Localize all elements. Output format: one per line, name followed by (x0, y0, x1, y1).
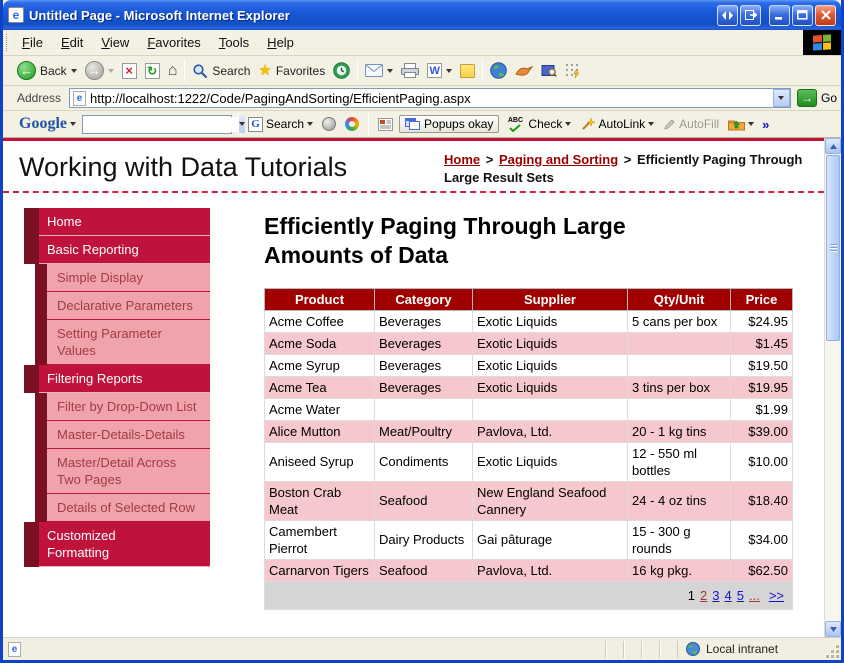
go-arrow-icon: → (797, 89, 817, 107)
table-cell: $18.40 (731, 481, 793, 520)
table-cell: Alice Mutton (265, 420, 375, 442)
table-cell: Exotic Liquids (473, 332, 628, 354)
status-pane (605, 641, 623, 658)
sidebar-accent-block (24, 522, 39, 567)
chevron-down-icon (748, 122, 754, 126)
window-title: Untitled Page - Microsoft Internet Explorer (29, 7, 290, 23)
favorites-button[interactable] (254, 61, 329, 80)
table-cell: Exotic Liquids (473, 354, 628, 376)
chevron-down-icon (565, 122, 571, 126)
toolbar-separator (238, 113, 239, 135)
table-cell: Gai pâturage (473, 520, 628, 559)
status-message-pane (3, 638, 605, 660)
status-pane (659, 641, 677, 658)
news-icon (378, 118, 393, 131)
sidebar-accent-block (24, 236, 39, 264)
table-row (265, 310, 793, 332)
table-cell: New England Seafood Cannery (473, 481, 628, 520)
status-page-icon: e (8, 642, 21, 657)
autofill-icon (663, 118, 676, 131)
note-icon (460, 64, 475, 78)
sidebar-item-label: Customized Formatting (39, 522, 210, 567)
title-bar (3, 0, 841, 30)
back-dropdown-icon (71, 69, 77, 73)
table-cell: $10.00 (731, 442, 793, 481)
table-cell: 3 tins per box (628, 376, 731, 398)
refresh-button[interactable] (141, 61, 164, 81)
pager-page-1: 1 (687, 587, 696, 603)
sidebar-item-label: Setting Parameter Values (47, 320, 210, 365)
breadcrumb-current: Efficiently Paging Through Large Result Sets (444, 152, 803, 185)
pager (265, 581, 793, 609)
maximize-button[interactable] (792, 5, 813, 26)
table-cell: $34.00 (731, 520, 793, 559)
column-header-qty: Qty/Unit (628, 288, 731, 310)
news-button[interactable] (375, 117, 396, 132)
table-cell: 24 - 4 oz tins (628, 481, 731, 520)
table-cell: $62.50 (731, 559, 793, 581)
status-bar (3, 637, 841, 660)
abc-check-icon (505, 117, 525, 132)
table-cell: $1.45 (731, 332, 793, 354)
options-folder-button[interactable] (725, 117, 757, 132)
page-title: Efficiently Paging Through Large Amounts of Data (264, 213, 626, 268)
scroll-down-button[interactable] (825, 621, 841, 637)
address-dropdown-button[interactable] (773, 89, 790, 107)
table-row (265, 559, 793, 581)
google-search-dropdown[interactable] (238, 116, 245, 133)
search-label: Search (212, 63, 251, 78)
sidebar-item-filtering-reports[interactable] (24, 365, 210, 393)
table-cell: 15 - 300 g rounds (628, 520, 731, 559)
table-cell: Exotic Liquids (473, 442, 628, 481)
search-button[interactable] (188, 61, 254, 81)
standard-toolbar (3, 56, 841, 86)
table-cell: Exotic Liquids (473, 310, 628, 332)
products-grid (264, 288, 793, 610)
page-body (3, 193, 824, 610)
toolbar-separator (368, 113, 369, 135)
table-cell: Exotic Liquids (473, 376, 628, 398)
google-search-wrap (82, 115, 232, 134)
home-icon: ⌂ (167, 61, 178, 79)
sidebar-item-label: Filter by Drop-Down List (47, 393, 210, 421)
page-icon: e (73, 91, 86, 106)
address-input[interactable] (90, 90, 773, 106)
menu-edit[interactable]: Edit (60, 35, 84, 50)
google-swirl-button[interactable] (342, 116, 362, 132)
main-article (264, 208, 794, 610)
table-cell: Acme Coffee (265, 310, 375, 332)
print-icon (401, 63, 419, 78)
sidebar-indent (24, 393, 35, 421)
pagerank-button[interactable] (319, 116, 339, 132)
table-cell (628, 332, 731, 354)
menu-help[interactable]: Help (267, 35, 294, 50)
table-cell: 5 cans per box (628, 310, 731, 332)
address-input-wrap (69, 88, 791, 108)
table-cell (473, 398, 628, 420)
word-dropdown-icon (446, 69, 452, 73)
google-search-label: Search (266, 117, 305, 131)
sidebar-accent-bar (35, 393, 47, 421)
sidebar-item-setting-parameter-values[interactable] (24, 320, 210, 365)
table-row (265, 442, 793, 481)
pager-page-5[interactable]: 5 (736, 587, 744, 603)
scroll-up-button[interactable] (825, 138, 841, 154)
g-icon: G (248, 117, 263, 132)
pager-next-link[interactable]: >> (768, 587, 784, 603)
table-cell: $1.99 (731, 398, 793, 420)
sidebar-accent-block (24, 208, 39, 236)
table-cell (628, 354, 731, 376)
browser-viewport (3, 138, 841, 637)
table-cell: Seafood (375, 559, 473, 581)
scrollbar-thumb[interactable] (826, 155, 840, 341)
sidebar-accent-bar (35, 264, 47, 292)
sidebar-accent-bar (35, 292, 47, 320)
refresh-icon: ↻ (145, 63, 160, 79)
sidebar-item-label: Declarative Parameters (47, 292, 210, 320)
resize-grip[interactable] (827, 638, 841, 660)
sidebar-indent (24, 421, 35, 449)
favorites-label: Favorites (275, 63, 326, 78)
sidebar-item-label: Home (39, 208, 210, 236)
stop-button[interactable] (118, 61, 141, 81)
close-button[interactable] (815, 5, 836, 26)
table-cell: Acme Water (265, 398, 375, 420)
google-logo-button[interactable] (16, 114, 79, 134)
favorites-star-icon: ★ (258, 62, 272, 79)
sidebar-accent-block (24, 365, 39, 393)
table-cell: $39.00 (731, 420, 793, 442)
spell-check-button[interactable] (502, 116, 574, 133)
menu-bar (3, 30, 841, 56)
google-search-input[interactable] (83, 117, 238, 132)
sidebar-item-home[interactable] (24, 208, 210, 236)
toolbar-separator (184, 60, 185, 82)
table-row (265, 376, 793, 398)
sidebar-item-label: Details of Selected Row (47, 494, 210, 522)
word-icon: W (427, 63, 442, 78)
table-cell: Beverages (375, 310, 473, 332)
back-button[interactable] (13, 59, 81, 82)
table-cell (628, 398, 731, 420)
edit-word-button[interactable] (423, 61, 456, 80)
column-header-category: Category (375, 288, 473, 310)
status-pane (623, 641, 641, 658)
forward-button[interactable] (81, 59, 118, 82)
discuss-button[interactable] (456, 62, 479, 80)
sidebar-item-declarative-parameters[interactable] (24, 292, 210, 320)
check-label: Check (528, 117, 563, 131)
sidebar-indent (24, 320, 35, 365)
pagerank-sphere-icon (322, 117, 336, 131)
stop-icon: × (122, 63, 137, 79)
sidebar-accent-bar (35, 494, 47, 522)
table-cell: Pavlova, Ltd. (473, 420, 628, 442)
autolink-button[interactable] (577, 116, 657, 133)
sidebar-item-label: Master/Detail Across Two Pages (47, 449, 210, 494)
sidebar-indent (24, 494, 35, 522)
breadcrumb-separator: > (623, 152, 632, 167)
research-book-icon (541, 63, 557, 78)
back-label: Back (40, 63, 67, 78)
toolbar-overflow-chevron[interactable]: » (762, 116, 770, 132)
sidebar-accent-bar (35, 421, 47, 449)
print-button[interactable] (397, 61, 423, 80)
sidebar-indent (24, 449, 35, 494)
table-cell: Dairy Products (375, 520, 473, 559)
table-cell: Condiments (375, 442, 473, 481)
column-header-product: Product (265, 288, 375, 310)
bird-icon (515, 64, 533, 78)
table-cell: Carnarvon Tigers (265, 559, 375, 581)
autofill-button[interactable] (660, 116, 722, 132)
table-row (265, 481, 793, 520)
table-cell: Acme Soda (265, 332, 375, 354)
globe-icon (490, 62, 507, 79)
folder-up-icon (728, 118, 745, 131)
windows-flag-icon (813, 34, 831, 50)
messenger-button[interactable] (486, 60, 511, 81)
chevron-down-icon (648, 122, 654, 126)
google-toolbar (3, 111, 841, 138)
menu-view[interactable]: View (101, 35, 130, 50)
sidebar-item-filter-by-dropdown[interactable] (24, 393, 210, 421)
popups-okay-label: Popups okay (424, 117, 494, 131)
pager-ellipsis[interactable]: ... (748, 587, 760, 603)
table-cell (375, 398, 473, 420)
web-page (3, 138, 824, 637)
mail-icon (365, 64, 383, 77)
intranet-globe-icon (686, 642, 700, 656)
popup-window-icon (405, 118, 420, 130)
address-bar (3, 86, 841, 111)
table-row (265, 354, 793, 376)
quick-launch-button[interactable] (561, 61, 584, 80)
security-zone-label: Local intranet (706, 642, 779, 656)
dotted-grid-icon (565, 63, 580, 78)
table-cell: 20 - 1 kg tins (628, 420, 731, 442)
table-row (265, 398, 793, 420)
send-window-button[interactable] (740, 5, 761, 26)
sidebar-item-label: Simple Display (47, 264, 210, 292)
sidebar-item-customized-formatting[interactable] (24, 522, 210, 567)
vertical-scrollbar[interactable] (824, 138, 841, 637)
forward-icon: → (85, 61, 104, 80)
breadcrumb-separator: > (485, 152, 494, 167)
sidebar-item-details-of-selected-row[interactable] (24, 494, 210, 522)
table-cell: Pavlova, Ltd. (473, 559, 628, 581)
scrollbar-track[interactable] (825, 342, 841, 621)
table-row (265, 420, 793, 442)
table-cell: Beverages (375, 354, 473, 376)
history-clock-icon (333, 62, 350, 79)
table-cell: Acme Syrup (265, 354, 375, 376)
search-icon (192, 63, 208, 79)
swirl-icon (345, 117, 359, 131)
breadcrumb-section-link[interactable]: Paging and Sorting (498, 152, 619, 167)
bird-button[interactable] (511, 62, 537, 80)
table-cell: Boston Crab Meat (265, 481, 375, 520)
table-cell: 12 - 550 ml bottles (628, 442, 731, 481)
popups-okay-button[interactable] (399, 115, 499, 133)
breadcrumb (444, 148, 816, 186)
abc-text: ABC (507, 116, 523, 124)
sidebar-item-label: Basic Reporting (39, 236, 210, 264)
menu-favorites[interactable]: Favorites (147, 35, 201, 50)
sidebar-item-basic-reporting[interactable] (24, 236, 210, 264)
breadcrumb-home-link[interactable]: Home (444, 152, 481, 167)
status-pane (641, 641, 659, 658)
table-cell: Aniseed Syrup (265, 442, 375, 481)
table-cell: $24.95 (731, 310, 793, 332)
mail-dropdown-icon (387, 69, 393, 73)
menu-file[interactable]: File (22, 35, 43, 50)
wand-icon (580, 117, 595, 132)
google-logo: Google (19, 115, 67, 132)
toolbar-separator (357, 60, 358, 82)
table-cell: Meat/Poultry (375, 420, 473, 442)
sidebar-item-label: Filtering Reports (39, 365, 210, 393)
menu-tools[interactable]: Tools (218, 35, 250, 50)
pager-page-2[interactable]: 2 (700, 587, 708, 603)
windows-logo (803, 30, 841, 55)
home-button[interactable] (164, 61, 182, 81)
table-cell: Camembert Pierrot (265, 520, 375, 559)
pager-page-3[interactable]: 3 (712, 587, 720, 603)
sidebar-accent-bar (35, 449, 47, 494)
column-header-price: Price (731, 288, 793, 310)
column-header-supplier: Supplier (473, 288, 628, 310)
pan-arrows-button[interactable] (717, 5, 738, 26)
table-cell: Beverages (375, 332, 473, 354)
go-button[interactable] (797, 89, 837, 107)
table-cell: 16 kg pkg. (628, 559, 731, 581)
table-row (265, 332, 793, 354)
back-icon: ← (17, 61, 36, 80)
autolink-label: AutoLink (598, 117, 646, 131)
sidebar-item-master-detail-two-pages[interactable] (24, 449, 210, 494)
history-button[interactable] (329, 60, 354, 81)
mail-button[interactable] (361, 62, 397, 79)
google-search-button[interactable] (245, 116, 316, 133)
table-cell: Seafood (375, 481, 473, 520)
sidebar-item-simple-display[interactable] (24, 264, 210, 292)
chevron-down-icon (778, 96, 784, 100)
toolbar-grip[interactable] (6, 34, 10, 51)
minimize-button[interactable] (769, 5, 790, 26)
forward-dropdown-icon (108, 69, 114, 73)
sidebar-item-label: Master-Details-Details (47, 421, 210, 449)
site-title: Working with Data Tutorials (19, 152, 348, 182)
table-cell: $19.50 (731, 354, 793, 376)
research-button[interactable] (537, 61, 561, 80)
google-dropdown-icon (70, 122, 76, 126)
sidebar-nav (24, 208, 210, 610)
table-cell: $19.95 (731, 376, 793, 398)
sidebar-indent (24, 264, 35, 292)
go-label: Go (820, 91, 837, 105)
grid-header-row (265, 288, 793, 310)
table-cell: Beverages (375, 376, 473, 398)
sidebar-indent (24, 292, 35, 320)
sidebar-accent-bar (35, 320, 47, 365)
chevron-down-icon (307, 122, 313, 126)
autofill-label: AutoFill (679, 117, 720, 131)
page-header (3, 141, 824, 193)
toolbar-separator (482, 60, 483, 82)
ie-page-icon: e (8, 7, 24, 23)
security-zone-pane (677, 641, 827, 658)
table-cell: Acme Tea (265, 376, 375, 398)
address-label: Address (17, 91, 62, 105)
pager-page-4[interactable]: 4 (724, 587, 732, 603)
pager-row (265, 581, 793, 609)
sidebar-item-master-details-details[interactable] (24, 421, 210, 449)
table-row (265, 520, 793, 559)
